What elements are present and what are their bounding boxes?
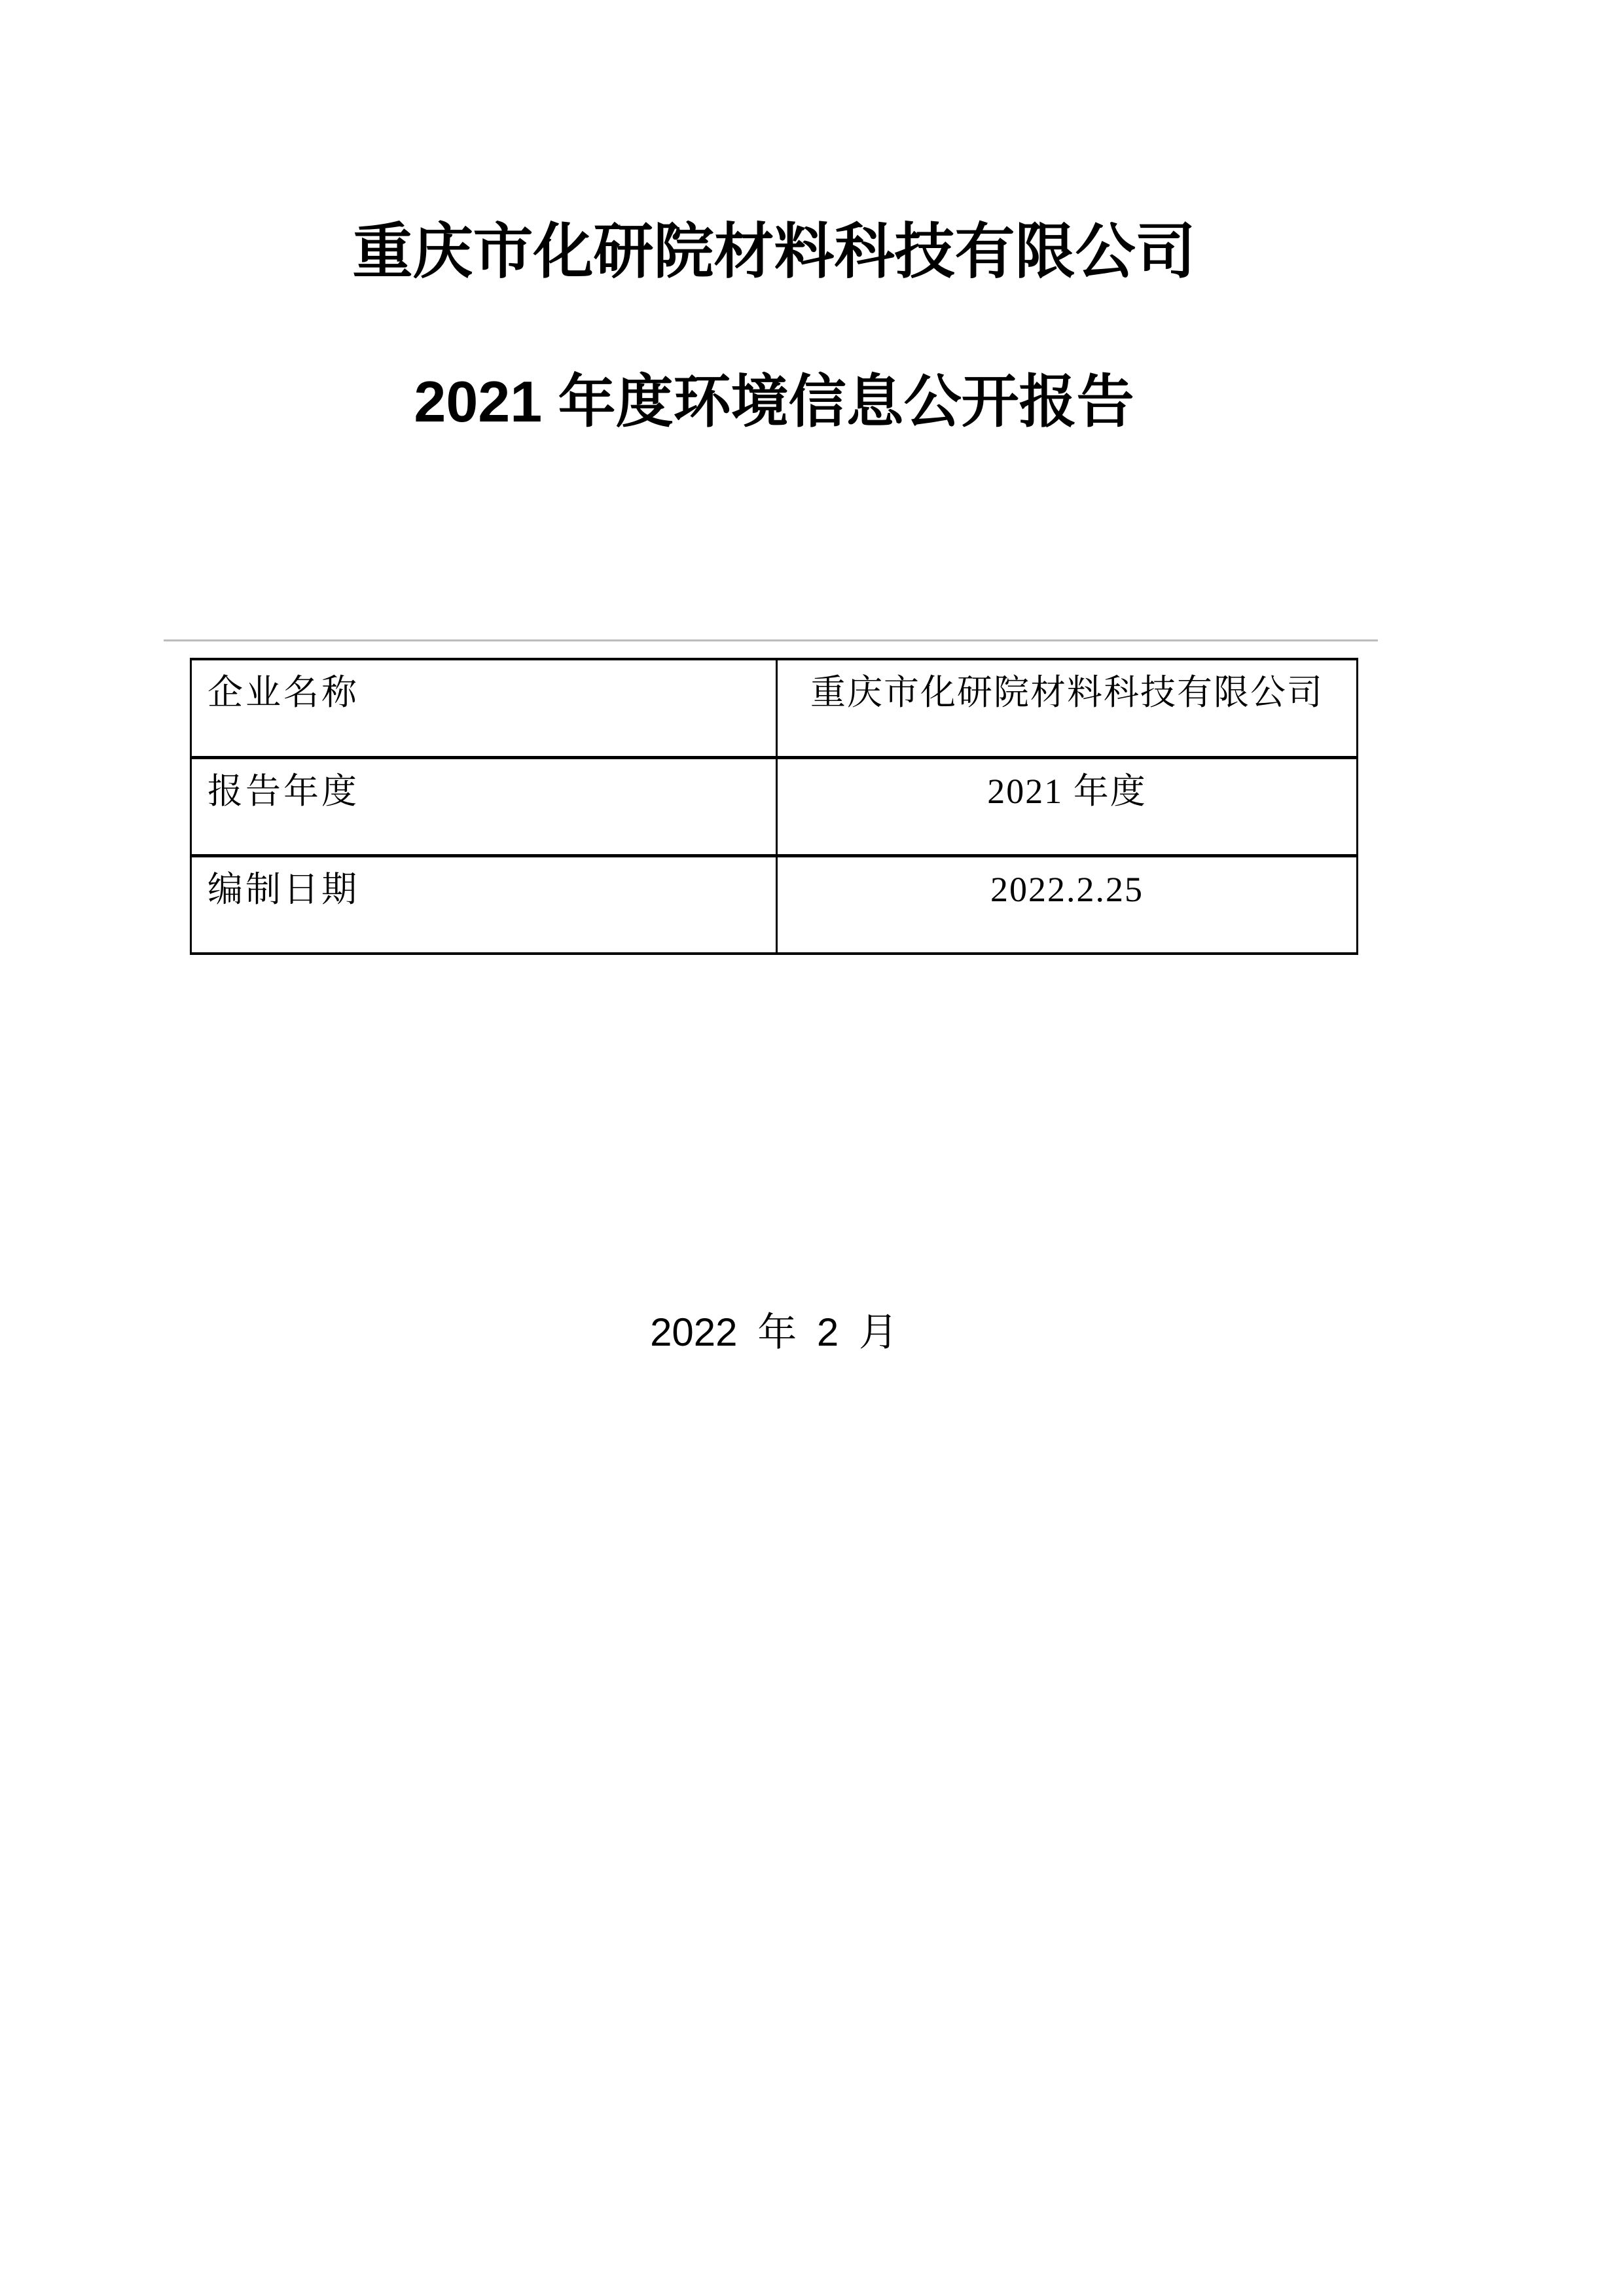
footer-date: 2022 年 2 月 <box>650 1310 898 1354</box>
row-value-report-year: 2021 年度 <box>777 757 1358 855</box>
row-label-report-year: 报告年度 <box>191 757 777 855</box>
row-value-company-name: 重庆市化研院材料科技有限公司 <box>777 659 1358 757</box>
document-title-line1: 重庆市化研院材料科技有限公司 <box>352 219 1196 285</box>
page-content <box>190 0 1358 2296</box>
table-row <box>191 757 1358 855</box>
row-label-company-name: 企业名称 <box>191 659 777 757</box>
scan-artifact-line <box>164 639 1378 641</box>
document-title-line2: 2021 年度环境信息公开报告 <box>414 369 1134 434</box>
row-label-compile-date: 编制日期 <box>191 855 777 954</box>
company-info-table-wrap <box>190 658 1358 955</box>
company-info-table <box>190 658 1358 955</box>
table-row <box>191 855 1358 954</box>
table-row <box>191 659 1358 757</box>
row-value-compile-date: 2022.2.25 <box>777 855 1358 954</box>
